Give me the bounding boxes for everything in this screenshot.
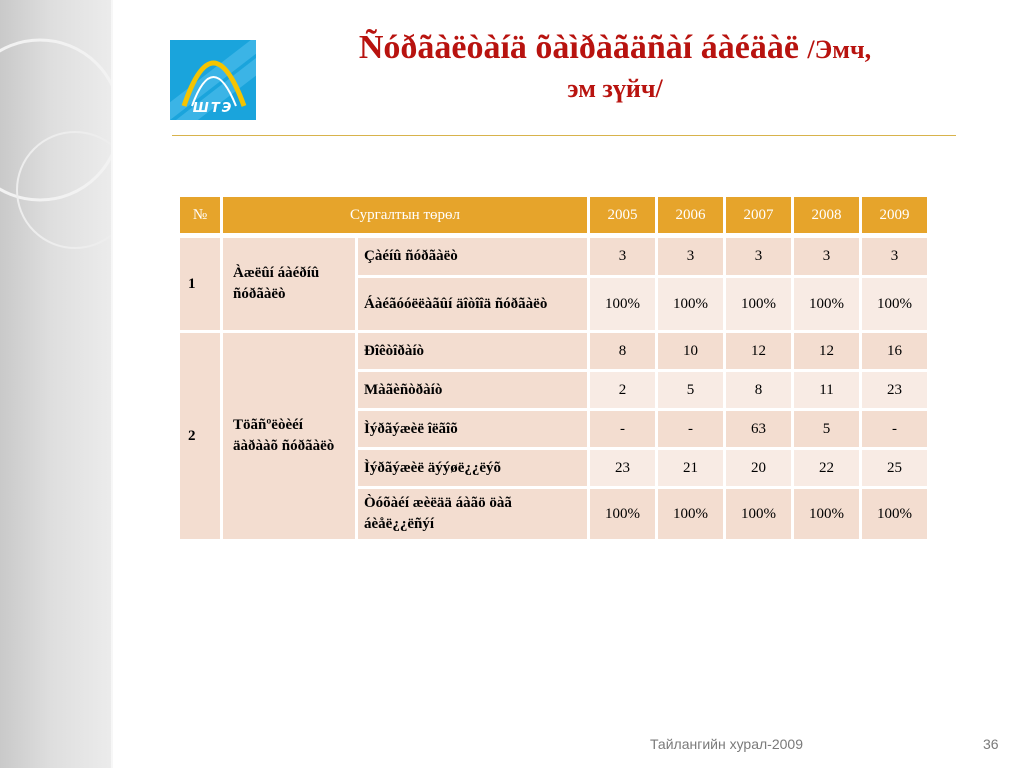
- table-row: [180, 238, 930, 278]
- row-label: Ìýðãýæèë äýýøë¿¿ëýõ: [358, 450, 590, 489]
- table-cell: 100%: [658, 278, 726, 333]
- header-year: 2008: [794, 197, 862, 238]
- table-cell: 100%: [862, 489, 930, 542]
- table-cell: 100%: [794, 489, 862, 542]
- table-cell: 5: [794, 411, 862, 450]
- table-cell: 21: [658, 450, 726, 489]
- table-cell: 3: [726, 238, 794, 278]
- table-cell: 12: [726, 333, 794, 372]
- table-cell: 100%: [658, 489, 726, 542]
- table-cell: 10: [658, 333, 726, 372]
- decor-arcs: [0, 0, 113, 768]
- header-number: №: [180, 197, 223, 238]
- table-cell: 100%: [590, 489, 658, 542]
- title-suffix: /Эмч,: [807, 35, 872, 64]
- row-label: Òóõàéí æèëää áàãö öàã áèåë¿¿ëñýí: [358, 489, 590, 542]
- logo-text: ШТЭ: [192, 101, 234, 116]
- table-cell: 23: [590, 450, 658, 489]
- header-year: 2006: [658, 197, 726, 238]
- title-main: Ñóðãàëòàíä õàìðàãäñàí áàéäàë: [358, 29, 799, 66]
- table-cell: 3: [590, 238, 658, 278]
- row-index: 2: [180, 333, 223, 542]
- table-cell: -: [658, 411, 726, 450]
- table-cell: 3: [862, 238, 930, 278]
- table-header-row: [180, 197, 930, 238]
- row-label: Ìýðãýæèë îëãîõ: [358, 411, 590, 450]
- table-cell: 100%: [726, 278, 794, 333]
- page-number: 36: [983, 736, 999, 752]
- header-year: 2005: [590, 197, 658, 238]
- row-category: Àæëûí áàéðíû ñóðãàëò: [223, 238, 358, 333]
- table-cell: 100%: [862, 278, 930, 333]
- table-cell: 23: [862, 372, 930, 411]
- table-cell: 3: [794, 238, 862, 278]
- header-training-type: Сургалтын төрөл: [223, 197, 590, 238]
- table-cell: -: [590, 411, 658, 450]
- table-cell: 3: [658, 238, 726, 278]
- row-label: Áàéãóóëëàãûí äîòîîä ñóðãàëò: [358, 278, 590, 333]
- organization-logo: [170, 40, 256, 120]
- title-divider: [172, 135, 956, 136]
- slide-title: [270, 26, 960, 106]
- table-cell: 100%: [590, 278, 658, 333]
- row-index: 1: [180, 238, 223, 333]
- table-cell: 12: [794, 333, 862, 372]
- header-year: 2009: [862, 197, 930, 238]
- table-cell: 63: [726, 411, 794, 450]
- table-cell: 5: [658, 372, 726, 411]
- title-line-2: эм зүйч/: [567, 74, 663, 103]
- table-cell: 25: [862, 450, 930, 489]
- table-cell: 2: [590, 372, 658, 411]
- row-category: Töãñºëòèéí äàðààõ ñóðãàëò: [223, 333, 358, 542]
- table-cell: 11: [794, 372, 862, 411]
- training-table: [180, 197, 930, 542]
- table-cell: -: [862, 411, 930, 450]
- table-cell: 100%: [794, 278, 862, 333]
- row-label: Ðîêòîðàíò: [358, 333, 590, 372]
- table-cell: 8: [726, 372, 794, 411]
- row-label: Màãèñòðàíò: [358, 372, 590, 411]
- row-label: Çàéíû ñóðãàëò: [358, 238, 590, 278]
- left-decor-band: [0, 0, 113, 768]
- title-line-1: [270, 26, 960, 72]
- table-cell: 16: [862, 333, 930, 372]
- table-cell: 100%: [726, 489, 794, 542]
- table-cell: 20: [726, 450, 794, 489]
- table-row: [180, 333, 930, 372]
- header-year: 2007: [726, 197, 794, 238]
- table-cell: 22: [794, 450, 862, 489]
- table-cell: 8: [590, 333, 658, 372]
- footer-text: Тайлангийн хурал-2009: [650, 736, 803, 752]
